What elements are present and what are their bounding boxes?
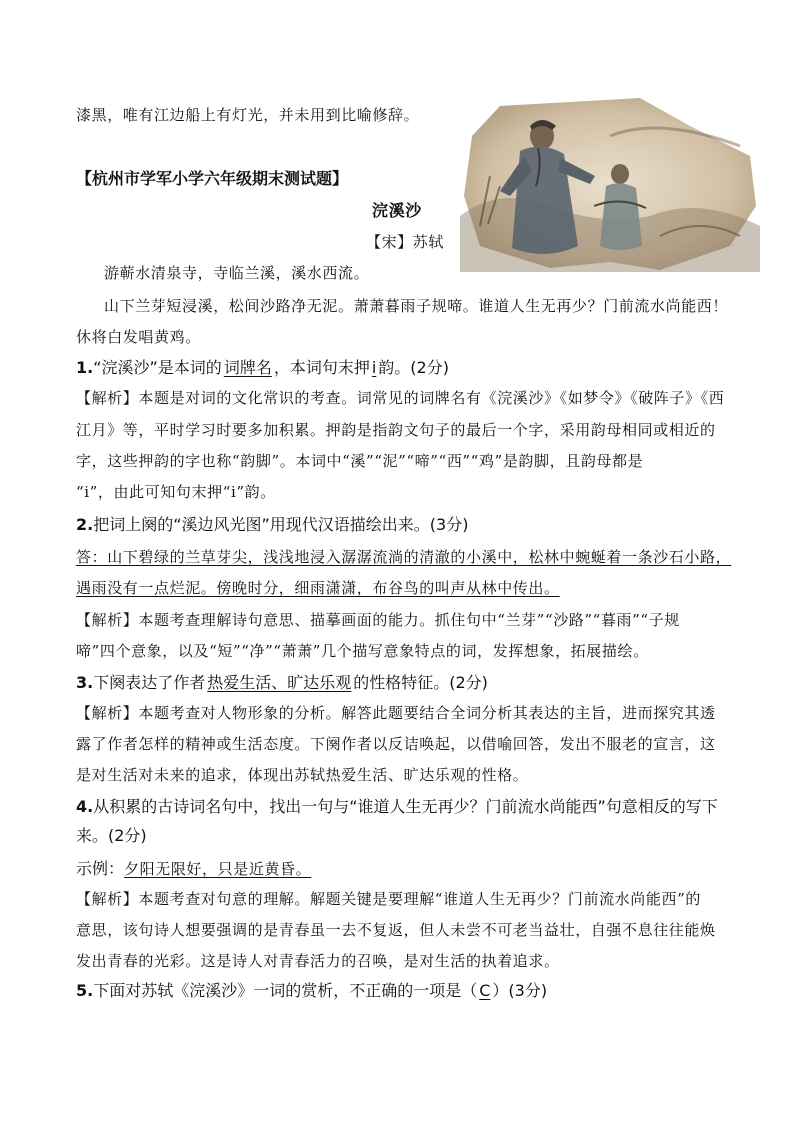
question-4-line2: 来。(2分) <box>76 826 147 845</box>
question-number: 5. <box>76 981 94 1000</box>
q3-analysis-line1: 【解析】本题考查对人物形象的分析。解答此题要结合全词分析其表达的主旨，进而探究其透 <box>76 704 716 722</box>
question-number: 4. <box>76 797 94 816</box>
question-text: ）(3分) <box>492 981 548 1000</box>
q2-analysis-line1: 【解析】本题考查理解诗句意思、描摹画面的能力。抓住句中“兰芽”“沙路”“暮雨”“子规 <box>76 611 680 629</box>
section-title: 【杭州市学军小学六年级期末测试题】 <box>76 169 349 188</box>
q2-answer-line1: 答：山下碧绿的兰草芽尖，浅浅地浸入潺潺流淌的清澈的小溪中，松林中蜿蜒着一条沙石小路， <box>76 548 732 566</box>
q3-analysis-line3: 是对生活对未来的追求，体现出苏轼热爱生活、旷达乐观的性格。 <box>76 766 529 784</box>
q1-analysis-line1: 【解析】本题是对词的文化常识的考查。词常见的词牌名有《浣溪沙》《如梦令》《破阵子》《西 <box>76 389 725 407</box>
question-number: 2. <box>76 515 94 534</box>
question-text: 把词上阕的“溪边风光图”用现代汉语描绘出来。(3分) <box>93 515 469 534</box>
poem-author: 【宋】苏轼 <box>366 233 445 251</box>
q1-analysis-line2: 江月》等，平时学习时要多加积累。押韵是指韵文句子的最后一个字，采用韵母相同或相近的 <box>76 421 716 439</box>
intro-line: 漆黑，唯有江边船上有灯光，并未用到比喻修辞。 <box>76 106 420 124</box>
question-text: ，本词句末押 <box>273 358 370 377</box>
question-2 <box>76 512 468 535</box>
q1-analysis-line4: “i”，由此可知句末押“i”韵。 <box>76 483 276 501</box>
poem-line1: 游蕲水清泉寺，寺临兰溪，溪水西流。 <box>104 264 370 282</box>
q2-analysis-line2: 啼”四个意象，以及“短”“净”“萧萧”几个描写意象特点的词，发挥想象，拓展描绘。 <box>76 642 649 660</box>
answer-blank: 热爱生活、旷达乐观 <box>207 673 352 692</box>
question-number: 3. <box>76 673 94 692</box>
answer-blank: i <box>371 358 377 377</box>
example-label: 示例： <box>76 859 125 878</box>
question-text: 下阕表达了作者 <box>93 673 206 692</box>
question-text: 下面对苏轼《浣溪沙》一词的赏析，不正确的一项是（ <box>93 981 478 1000</box>
question-text: 的性格特征。(2分) <box>353 673 488 692</box>
q4-analysis-line2: 意思，该句诗人想要强调的是青春虽一去不复返，但人未尝不可老当益壮，自强不息往往能焕 <box>76 921 716 939</box>
poem-line3: 休将白发唱黄鸡。 <box>76 328 201 346</box>
question-3 <box>76 670 488 693</box>
question-text: 从积累的古诗词名句中，找出一句与“谁道人生无再少？门前流水尚能西”句意相反的写下 <box>93 797 718 816</box>
question-5 <box>76 978 547 1001</box>
q4-example <box>76 856 311 879</box>
question-4 <box>76 794 718 817</box>
q4-analysis-line1: 【解析】本题考查对句意的理解。解题关键是要理解“谁道人生无再少？门前流水尚能西”的 <box>76 890 701 908</box>
answer-blank: 词牌名 <box>223 358 272 377</box>
question-1 <box>76 355 449 378</box>
poem-title: 浣溪沙 <box>372 201 422 220</box>
q2-answer-line2: 遇雨没有一点烂泥。傍晚时分，细雨潇潇，布谷鸟的叫声从林中传出。 <box>76 579 560 597</box>
question-number: 1. <box>76 358 94 377</box>
q1-analysis-line3: 字，这些押韵的字也称“韵脚”。本词中“溪”“泥”“啼”“西”“鸡”是韵脚，且韵母都是 <box>76 452 644 470</box>
q4-analysis-line3: 发出青春的光彩。这是诗人对青春活力的召唤，是对生活的执着追求。 <box>76 952 560 970</box>
question-text: 韵。(2分) <box>378 358 449 377</box>
poem-line2: 山下兰芽短浸溪，松间沙路净无泥。萧萧暮雨子规啼。谁道人生无再少？门前流水尚能西！ <box>104 297 729 315</box>
example-answer: 夕阳无限好，只是近黄昏。 <box>124 860 312 878</box>
answer-blank: C <box>479 981 491 1000</box>
q3-analysis-line2: 露了作者怎样的精神或生活态度。下阕作者以反诘唤起，以借喻回答，发出不服老的宣言，这 <box>76 735 716 753</box>
question-text: “浣溪沙”是本词的 <box>93 358 222 377</box>
ink-painting-illustration <box>460 96 760 272</box>
